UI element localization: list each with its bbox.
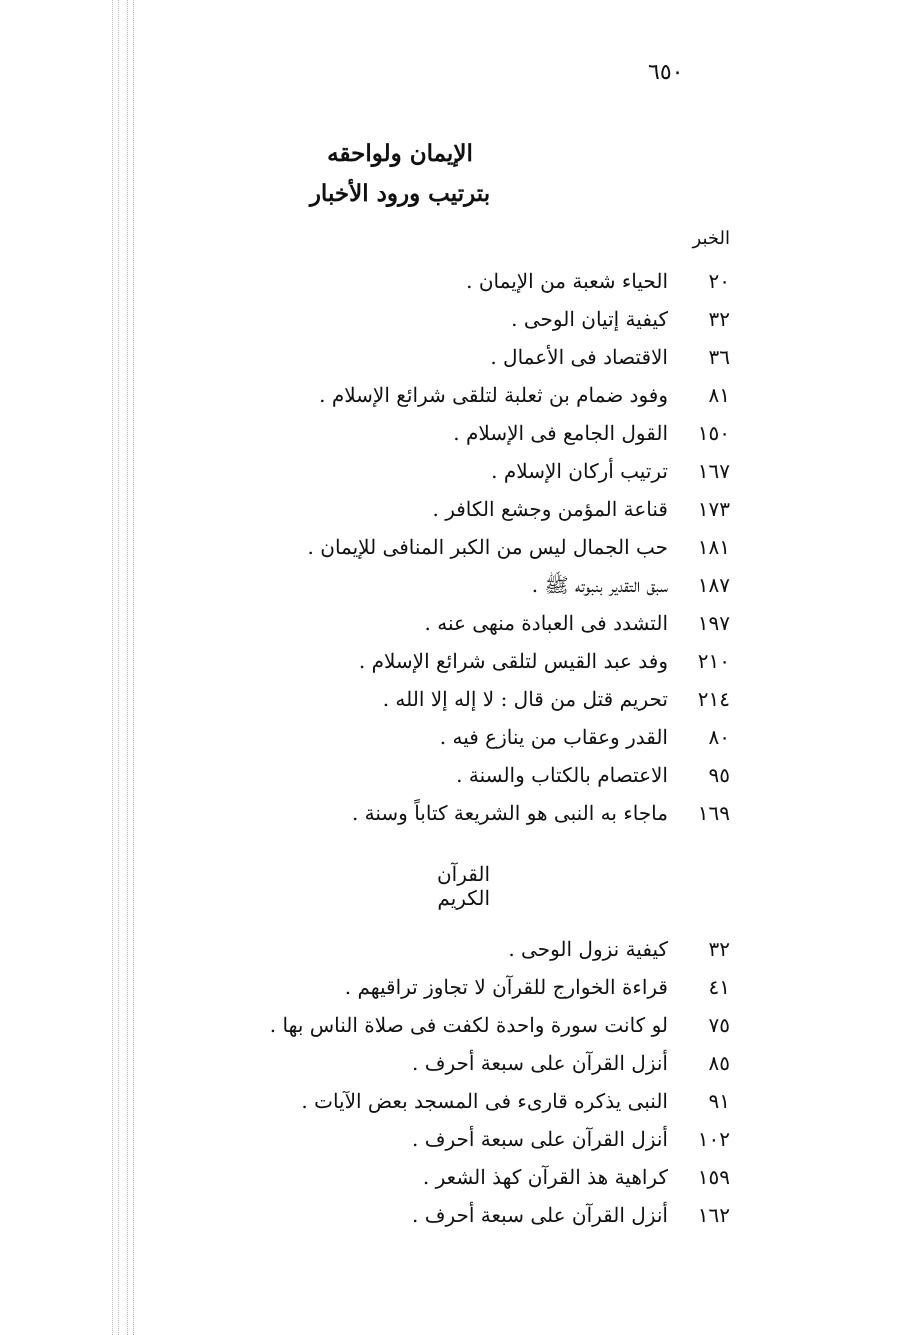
scan-artifact-line [112, 0, 113, 1335]
item-title: الاقتصاد فى الأعمال . [490, 345, 668, 369]
item-title: القدر وعقاب من ينازع فيه . [439, 725, 668, 749]
item-title: لو كانت سورة واحدة لكفت فى صلاة الناس بها . [269, 1013, 668, 1037]
item-number: ٢٠ [708, 269, 730, 293]
item-number: ٣٢ [708, 937, 730, 961]
list-item [120, 1196, 730, 1234]
list-item [120, 490, 730, 528]
item-number: ١٨١ [697, 535, 730, 559]
list-item [120, 528, 730, 566]
list-item [120, 930, 730, 968]
list-item [120, 1120, 730, 1158]
item-title: وفود ضمام بن ثعلبة لتلقى شرائع الإسلام . [319, 383, 668, 407]
list-item [120, 756, 730, 794]
item-number: ١٨٧ [697, 573, 730, 597]
list-item [120, 414, 730, 452]
item-number: ٨١ [708, 383, 730, 407]
page-heading-line1: الإيمان ولواحقه [327, 140, 473, 167]
item-number: ١٧٣ [697, 497, 730, 521]
list-item [120, 794, 730, 832]
section-title: القرآن الكريم [436, 862, 490, 910]
list-item [120, 262, 730, 300]
page-heading-line2: بترتيب ورود الأخبار [309, 180, 491, 207]
item-title: القول الجامع فى الإسلام . [453, 421, 668, 445]
item-title: تحريم قتل من قال : لا إله إلا الله . [382, 687, 668, 711]
list-item [120, 300, 730, 338]
item-number: ١٩٧ [697, 611, 730, 635]
item-number: ٢١٤ [697, 687, 730, 711]
list-item [120, 642, 730, 680]
item-title: حب الجمال ليس من الكبر المنافى للإيمان . [307, 535, 668, 559]
item-title: قراءة الخوارج للقرآن لا تجاوز تراقيهم . [344, 975, 668, 999]
item-number: ١٦٩ [697, 801, 730, 825]
list-item [120, 1006, 730, 1044]
item-number: ١٦٧ [697, 459, 730, 483]
list-item [120, 566, 730, 604]
list-item [120, 1158, 730, 1196]
item-title: أنزل القرآن على سبعة أحرف . [412, 1051, 668, 1075]
item-title: وفد عبد القيس لتلقى شرائع الإسلام . [358, 649, 668, 673]
list-item [120, 604, 730, 642]
item-number: ٤١ [708, 975, 730, 999]
item-title: كيفية إتيان الوحى . [511, 307, 668, 331]
item-title: الاعتصام بالكتاب والسنة . [456, 763, 668, 787]
item-title: سبق التقدير بنبوته ﷺ . [531, 573, 668, 597]
item-number: ٣٦ [708, 345, 730, 369]
list-item [120, 1044, 730, 1082]
item-number: ٩١ [708, 1089, 730, 1113]
item-number: ٨٠ [708, 725, 730, 749]
item-number: ٧٥ [708, 1013, 730, 1037]
item-number: ١٠٢ [697, 1127, 730, 1151]
item-title: ترتيب أركان الإسلام . [491, 459, 668, 483]
list-item [120, 452, 730, 490]
item-number: ٨٥ [708, 1051, 730, 1075]
list-item [120, 718, 730, 756]
list-item [120, 1082, 730, 1120]
column-label: الخبر [692, 228, 730, 249]
item-number: ١٦٢ [697, 1203, 730, 1227]
item-number: ١٥٩ [697, 1165, 730, 1189]
item-title: الحياء شعبة من الإيمان . [466, 269, 668, 293]
item-number: ١٥٠ [697, 421, 730, 445]
scan-artifact-line [118, 0, 119, 1335]
list-item [120, 338, 730, 376]
item-title: التشدد فى العبادة منهى عنه . [424, 611, 668, 635]
list-item [120, 376, 730, 414]
item-number: ٣٢ [708, 307, 730, 331]
item-title: أنزل القرآن على سبعة أحرف . [412, 1127, 668, 1151]
list-item [120, 680, 730, 718]
item-number: ٢١٠ [697, 649, 730, 673]
page-number: ٦٥٠ [648, 60, 684, 85]
item-title: النبى يذكره قارىء فى المسجد بعض الآيات . [301, 1089, 668, 1113]
item-title: قناعة المؤمن وجشع الكافر . [432, 497, 668, 521]
item-number: ٩٥ [708, 763, 730, 787]
item-title: ماجاء به النبى هو الشريعة كتاباً وسنة . [351, 801, 668, 825]
item-title: كراهية هذ القرآن كهذ الشعر . [422, 1165, 668, 1189]
list-item [120, 968, 730, 1006]
item-title: كيفية نزول الوحى . [508, 937, 668, 961]
item-title: أنزل القرآن على سبعة أحرف . [412, 1203, 668, 1227]
